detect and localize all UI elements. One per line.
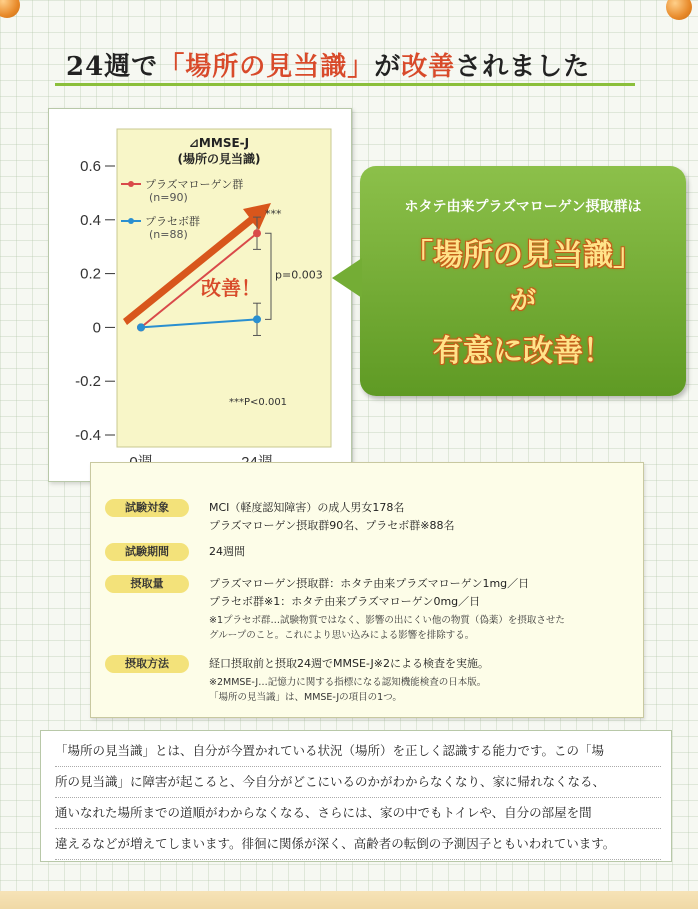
info-text: 経口摂取前と摂取24週でMMSE-J※2による検査を実施。 <box>209 657 489 670</box>
improve-label: 改善！ <box>201 276 261 300</box>
study-info-box <box>90 462 644 718</box>
y-tick-label: 0.6 <box>80 158 101 175</box>
info-label: 摂取方法 <box>105 655 189 673</box>
pushpin-icon <box>666 0 692 20</box>
legend-n-label: (n=90) <box>149 191 188 204</box>
info-text: プラズマローゲン摂取群：ホタテ由来プラズマローゲン1mg／日 <box>209 577 530 590</box>
info-note: グループのこと。これにより思い込みによる影響を排除する。 <box>209 630 475 641</box>
callout-bubble <box>360 166 686 396</box>
chart-card <box>48 108 352 482</box>
info-note: ※1プラセボ群…試験物質ではなく、影響の出にくい他の物質（偽薬）を摂取させた <box>209 615 565 626</box>
y-tick-label: -0.4 <box>75 427 101 444</box>
info-note: ※2MMSE-J…記憶力に関する指標になる認知機能検査の日本版。 <box>209 677 487 688</box>
info-text: 24週間 <box>209 545 245 558</box>
description-line: 通いなれた場所までの道順がわからなくなる、さらには、家の中でもトイレや、自分の部屋を間 <box>55 797 661 829</box>
info-text: プラセボ群※1：ホタテ由来プラズマローゲン0mg／日 <box>209 595 481 608</box>
chart-subtitle: (場所の見当識) <box>177 152 261 166</box>
bottom-strip <box>0 891 698 909</box>
description-line: 「場所の見当識」とは、自分が今置かれている状況（場所）を正しく認識する能力です。この「場 <box>55 735 661 767</box>
y-tick-label: 0.2 <box>80 265 101 283</box>
legend-marker <box>128 181 134 187</box>
callout-tail <box>332 258 362 298</box>
info-note: 「場所の見当識」は、MMSE-Jの項目の1つ。 <box>209 692 402 703</box>
callout-line-2: 「場所の見当識」 <box>403 238 643 273</box>
title-underline <box>55 83 635 86</box>
info-label: 試験期間 <box>105 543 189 561</box>
data-point <box>137 323 145 331</box>
chart-footnote: ***P<0.001 <box>229 397 288 408</box>
description-line: 違えるなどが増えてしまいます。徘徊に関係が深く、高齢者の転倒の予測因子ともいわれています。 <box>55 828 661 860</box>
info-label: 試験対象 <box>105 499 189 517</box>
significance-label: *** <box>265 207 282 221</box>
y-tick-label: 0 <box>92 319 101 337</box>
chart-title: ⊿MMSE-J <box>188 136 250 150</box>
legend-label: プラズマローゲン群 <box>145 178 244 191</box>
callout-line-4: 有意に改善！ <box>433 334 613 369</box>
data-point <box>253 229 261 237</box>
info-label: 摂取量 <box>105 575 189 593</box>
legend-n-label: (n=88) <box>149 228 188 241</box>
y-tick-label: -0.2 <box>75 373 101 391</box>
p-value-label: p=0.003 <box>275 268 323 282</box>
chart <box>49 109 351 481</box>
pushpin-icon <box>0 0 20 18</box>
legend-label: プラセボ群 <box>145 215 200 228</box>
info-text: プラズマローゲン摂取群90名、プラセボ群※88名 <box>209 519 455 532</box>
callout-line-1: ホタテ由来プラズマローゲン摂取群は <box>404 199 642 215</box>
data-point <box>253 315 261 323</box>
description-line: 所の見当識」に障害が起こると、今自分がどこにいるのかがわからなくなり、家に帰れなくなる、 <box>55 766 661 798</box>
callout-line-3: が <box>509 286 536 316</box>
description-box <box>40 730 672 862</box>
y-tick-label: 0.4 <box>80 211 101 229</box>
info-text: MCI（軽度認知障害）の成人男女178名 <box>209 501 405 514</box>
page-title: 24週で「場所の見当識」が改善されました <box>66 52 591 82</box>
legend-marker <box>128 218 134 224</box>
